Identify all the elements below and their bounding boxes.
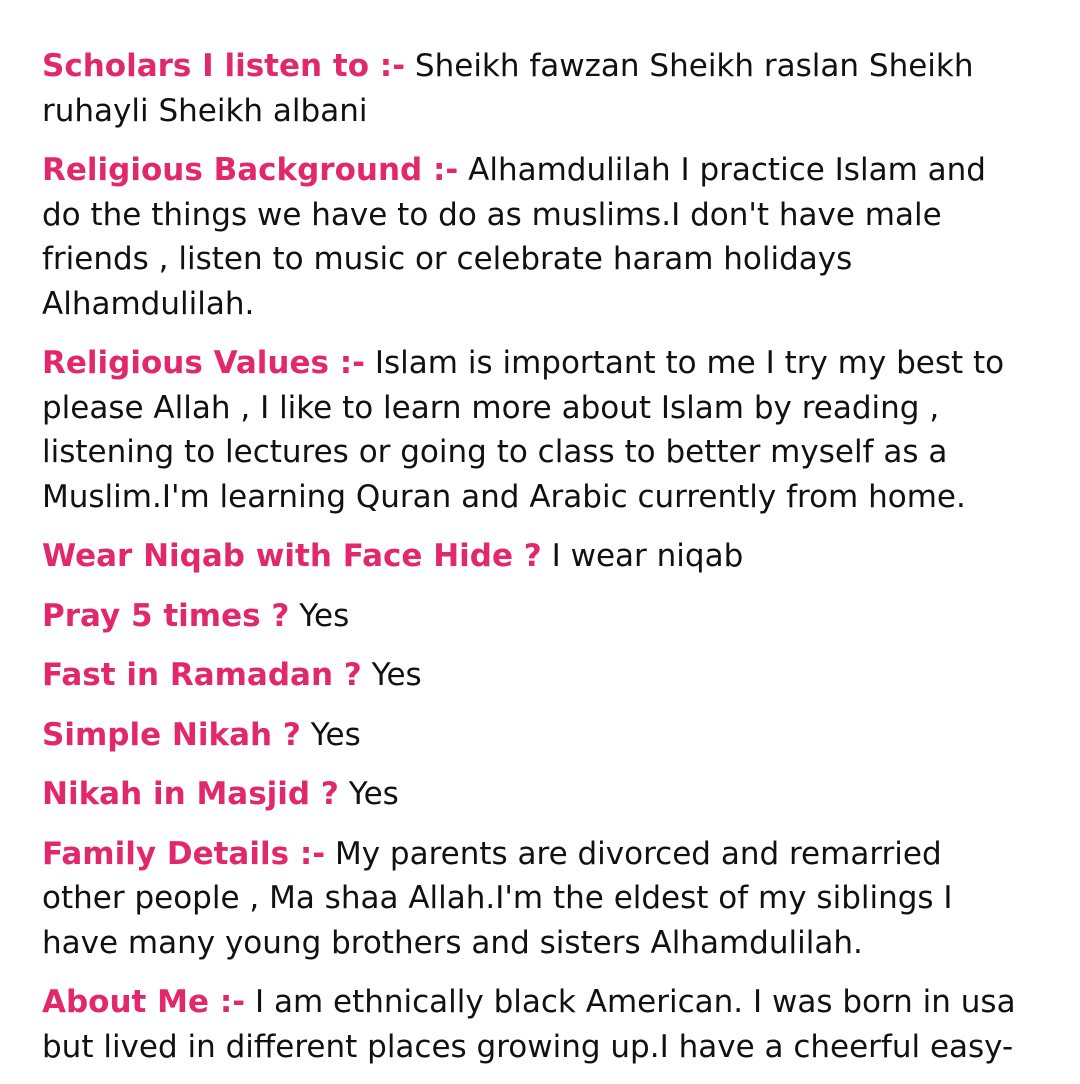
entry-value: Sheikh fawzan Sheikh raslan Sheikh ruhayli Sheikh albani (42, 48, 974, 129)
entry-fast (42, 653, 1032, 698)
entry-label: Religious Background :- (42, 152, 459, 188)
entry-family-details (42, 832, 1032, 966)
entry-value: Yes (348, 776, 399, 812)
entry-nikah-masjid (42, 772, 1032, 817)
entry-niqab (42, 534, 1032, 579)
entry-label: Scholars I listen to :- (42, 48, 406, 84)
entry-value: Islam is important to me I try my best to please Allah , I like to learn more about Islam by reading , listening to lectures or going to class to better myself as a Muslim.I'm learning Quran and Arabic currently from home. (42, 345, 1005, 515)
entry-value: Yes (299, 597, 350, 634)
entry-label: Simple Nikah ? (42, 716, 301, 753)
entry-value: Yes (310, 716, 361, 753)
entry-label: Wear Niqab with Face Hide ? (42, 538, 542, 574)
entry-label: Family Details :- (42, 835, 326, 872)
entry-simple-nikah (42, 713, 1032, 758)
entry-value: Yes (371, 657, 422, 693)
profile-document (42, 44, 1032, 1084)
entry-label: Fast in Ramadan ? (42, 657, 362, 693)
entry-religious-values (42, 341, 1032, 519)
entry-label: Nikah in Masjid ? (42, 776, 339, 812)
entry-label: Pray 5 times ? (42, 597, 290, 634)
entry-label: About Me :- (42, 984, 246, 1020)
entry-value: I wear niqab (551, 538, 744, 574)
entry-pray (42, 594, 1032, 639)
entry-scholars (42, 44, 1032, 133)
entry-label: Religious Values :- (42, 345, 366, 381)
entry-religious-background (42, 148, 1032, 326)
entry-value: Alhamdulilah I practice Islam and do the things we have to do as muslims.I don't have male friends , listen to music or celebrate haram holidays Alhamdulilah. (42, 152, 986, 322)
entry-value: My parents are divorced and remarried other people , Ma shaa Allah.I'm the eldest of my siblings I have many young brothers and sisters Alhamdulilah. (42, 835, 953, 961)
entry-value: I am ethnically black American. I was born in usa but lived in different places growing up.I have a cheerful easy- (42, 984, 1016, 1065)
entry-about-me (42, 980, 1032, 1069)
